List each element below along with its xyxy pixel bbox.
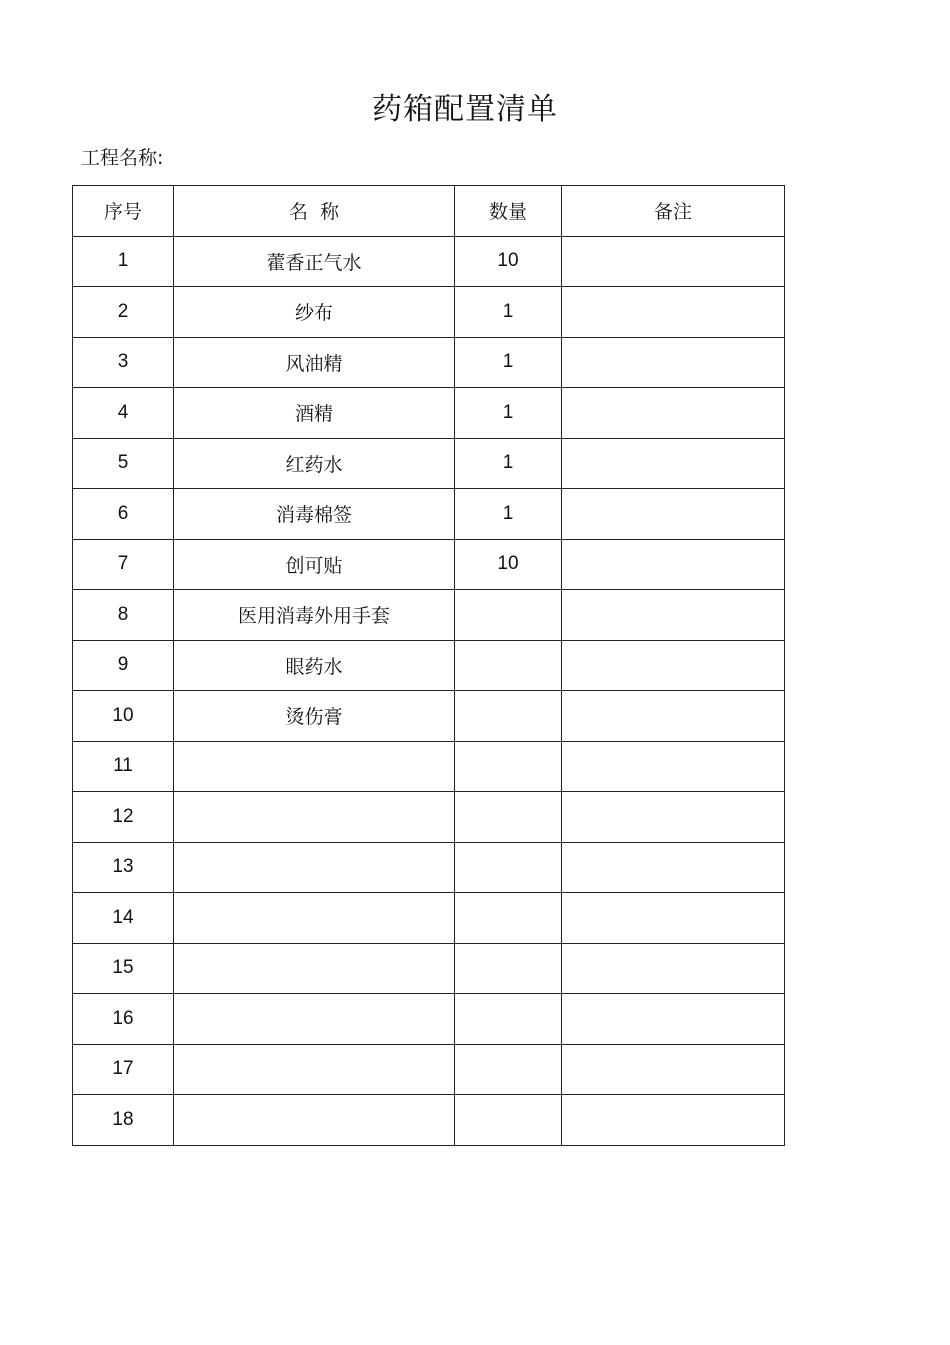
table-header-row [73, 186, 785, 237]
row-note-cell [562, 489, 785, 540]
table-row [73, 1044, 785, 1095]
table-row [73, 691, 785, 742]
row-seq-cell: 14 [73, 893, 174, 944]
row-seq-cell: 4 [73, 388, 174, 439]
table-row [73, 438, 785, 489]
row-name-cell [174, 1044, 455, 1095]
row-note-cell [562, 1095, 785, 1146]
row-qty-cell [455, 1044, 562, 1095]
header-seq: 序号 [73, 186, 174, 237]
row-note-cell [562, 388, 785, 439]
row-qty-cell [455, 943, 562, 994]
row-qty-cell: 10 [455, 236, 562, 287]
table-row [73, 994, 785, 1045]
row-name-cell: 眼药水 [174, 640, 455, 691]
row-qty-cell: 10 [455, 539, 562, 590]
row-note-cell [562, 691, 785, 742]
row-name-cell [174, 792, 455, 843]
row-name-cell: 风油精 [174, 337, 455, 388]
row-name-cell: 烫伤膏 [174, 691, 455, 742]
row-qty-cell [455, 640, 562, 691]
row-note-cell [562, 893, 785, 944]
row-name-cell [174, 893, 455, 944]
row-seq-cell: 1 [73, 236, 174, 287]
row-note-cell [562, 287, 785, 338]
row-qty-cell: 1 [455, 438, 562, 489]
row-qty-cell [455, 691, 562, 742]
row-qty-cell [455, 842, 562, 893]
table-row [73, 236, 785, 287]
row-qty-cell: 1 [455, 337, 562, 388]
row-qty-cell [455, 792, 562, 843]
row-name-cell [174, 741, 455, 792]
row-seq-cell: 12 [73, 792, 174, 843]
header-qty: 数量 [455, 186, 562, 237]
row-seq-cell: 16 [73, 994, 174, 1045]
row-note-cell [562, 842, 785, 893]
header-name: 名 称 [174, 186, 455, 237]
row-seq-cell: 2 [73, 287, 174, 338]
row-note-cell [562, 1044, 785, 1095]
row-name-cell [174, 943, 455, 994]
row-name-cell: 红药水 [174, 438, 455, 489]
row-qty-cell: 1 [455, 388, 562, 439]
table-row [73, 287, 785, 338]
row-note-cell [562, 337, 785, 388]
row-seq-cell: 6 [73, 489, 174, 540]
row-name-cell: 医用消毒外用手套 [174, 590, 455, 641]
table-row [73, 489, 785, 540]
table-row [73, 792, 785, 843]
row-note-cell [562, 640, 785, 691]
row-seq-cell: 10 [73, 691, 174, 742]
table-row [73, 893, 785, 944]
row-seq-cell: 7 [73, 539, 174, 590]
row-note-cell [562, 539, 785, 590]
table-row [73, 539, 785, 590]
row-note-cell [562, 236, 785, 287]
row-name-cell [174, 842, 455, 893]
row-name-cell: 创可贴 [174, 539, 455, 590]
table-row [73, 590, 785, 641]
row-seq-cell: 18 [73, 1095, 174, 1146]
row-note-cell [562, 994, 785, 1045]
row-seq-cell: 13 [73, 842, 174, 893]
row-qty-cell [455, 994, 562, 1045]
row-name-cell [174, 994, 455, 1045]
row-qty-cell [455, 590, 562, 641]
header-note: 备注 [562, 186, 785, 237]
row-name-cell: 纱布 [174, 287, 455, 338]
row-qty-cell: 1 [455, 287, 562, 338]
row-seq-cell: 8 [73, 590, 174, 641]
row-name-cell [174, 1095, 455, 1146]
row-note-cell [562, 792, 785, 843]
row-seq-cell: 9 [73, 640, 174, 691]
row-seq-cell: 15 [73, 943, 174, 994]
row-note-cell [562, 943, 785, 994]
row-note-cell [562, 590, 785, 641]
table-row [73, 741, 785, 792]
table-row [73, 943, 785, 994]
table-row [73, 842, 785, 893]
row-qty-cell [455, 1095, 562, 1146]
project-name-label: 工程名称: [81, 147, 164, 169]
row-note-cell [562, 438, 785, 489]
row-seq-cell: 11 [73, 741, 174, 792]
row-name-cell: 藿香正气水 [174, 236, 455, 287]
row-seq-cell: 5 [73, 438, 174, 489]
table-row [73, 388, 785, 439]
row-qty-cell [455, 741, 562, 792]
medicine-inventory-table [72, 185, 785, 1146]
row-qty-cell [455, 893, 562, 944]
row-name-cell: 消毒棉签 [174, 489, 455, 540]
row-name-cell: 酒精 [174, 388, 455, 439]
row-note-cell [562, 741, 785, 792]
document-title: 药箱配置清单 [372, 92, 558, 127]
row-seq-cell: 3 [73, 337, 174, 388]
table-row [73, 1095, 785, 1146]
row-qty-cell: 1 [455, 489, 562, 540]
table-row [73, 640, 785, 691]
table-row [73, 337, 785, 388]
row-seq-cell: 17 [73, 1044, 174, 1095]
